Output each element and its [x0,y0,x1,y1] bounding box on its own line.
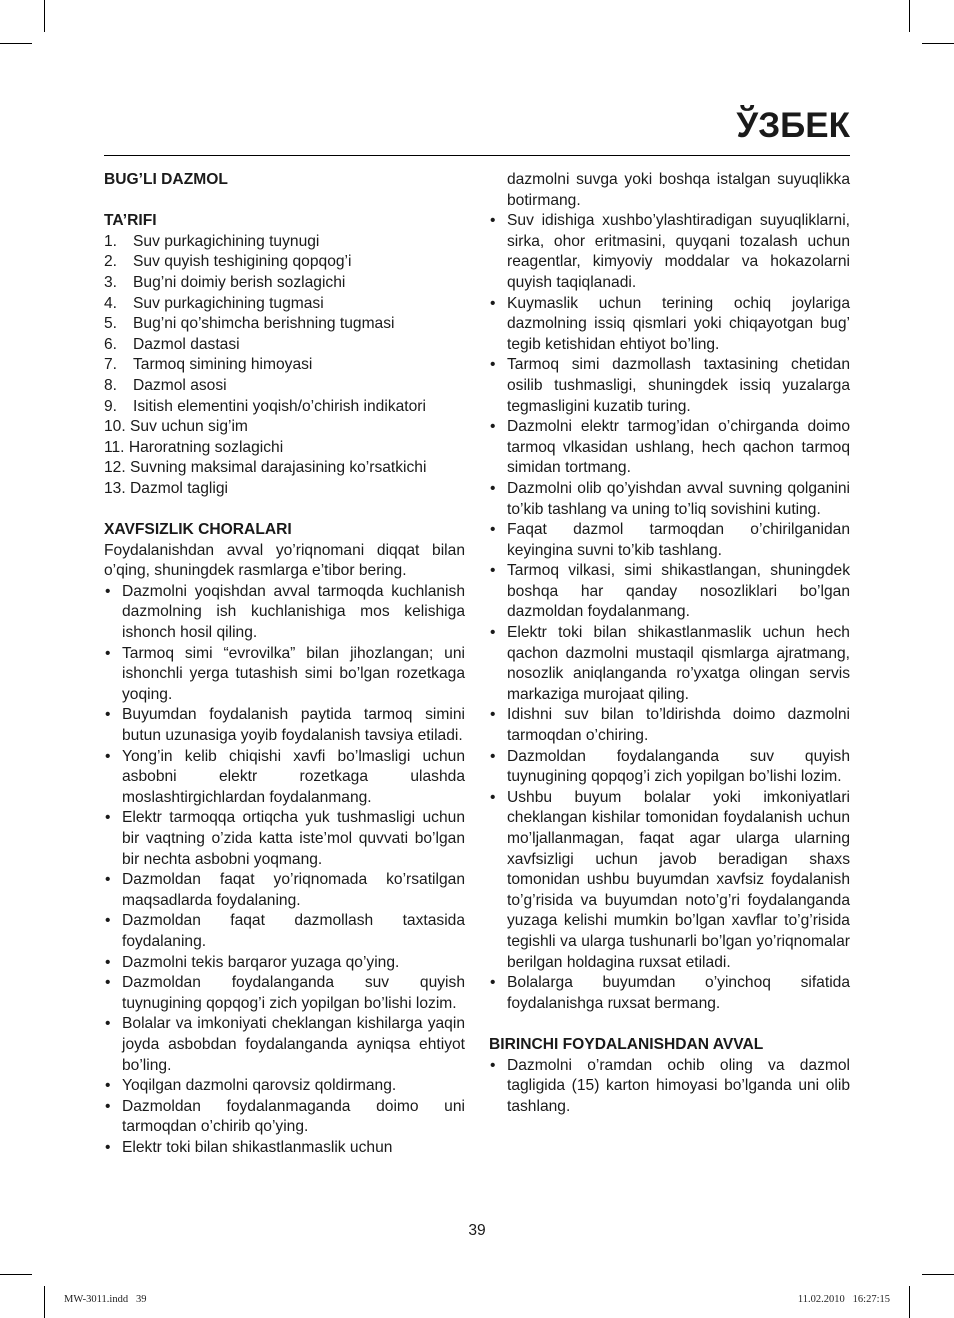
crop-mark [909,0,910,32]
part-item [104,438,465,459]
list-item: • Yong’in kelib chiqishi xavfi bo’lmasligi uchun asbobni elektr rozetkaga ulashda moslashtirgichlardan foydalanmang. [104,747,465,809]
part-item [104,335,465,356]
document-title: BUG’LI DAZMOL [104,171,228,188]
description-heading: TA’RIFI [104,212,157,230]
crop-mark [909,1286,910,1318]
part-item [104,294,465,315]
list-item: • Tarmoq simi “evrovilka” bilan jihozlangan; uni ishonchli yerga tutashish simi bo’lgan rozetkaga yoqing. [104,644,465,706]
footer-timestamp: 11.02.2010 16:27:15 [797,1294,890,1305]
list-item: • Elektr tarmoqqa ortiqcha yuk tushmasligi uchun bir vaqtning o’zida katta iste’mol quvvati bo’lgan bir nechta asbobni yoqmang. [104,808,465,870]
list-item: • Buyumdan foydalanish paytida tarmoq simini butun uzunasiga yoyib foydalanish tavsiya etiladi. [104,705,465,746]
part-number: 1. [104,232,118,250]
list-item: • Kuymaslik uchun terining ochiq joylariga dazmolning issiq qismlari yoki chiqayotgan bug’ tegib ketishidan ehtiyot bo’ling. [489,294,850,356]
part-label: Suv purkagichining tuynugi [133,232,320,250]
title-divider [104,155,850,156]
list-item: • Dazmolni o’ramdan ochib oling va dazmol tagligida (15) karton himoyasi bo’lganda uni olib tashlang. [489,1056,850,1118]
part-item [104,376,465,397]
part-number: 13. [104,479,126,497]
list-item: • Dazmoldan foydalanganda suv quyish tuynugining qopqog’i zich yopilgan bo’lishi lozim. [104,973,465,1014]
crop-mark [44,0,45,32]
part-label: Dazmol tagligi [130,479,228,497]
part-label: Bug’ni doimiy berish sozlagichi [133,273,346,291]
list-item: • Bolalar va imkoniyati cheklangan kishilarga yaqin joyda asbobdan foydalanganda ayniqsa ehtiyot bo’ling. [104,1014,465,1076]
part-label: Isitish elementini yoqish/o’chirish indikatori [133,397,426,415]
crop-mark [922,43,954,44]
list-item: • Ushbu buyum bolalar yoki imkoniyatlari cheklangan kishilar tomonidan foydalanish uchun mo’ljallanmagan, faqat agar ularga ularning xavfsizligi uchun javob beradigan shaxs tomonidan ushbu buyumdan xavfsiz foydalanish to’g’risida va buyumdan noto’g’ri foydalanganda yuzaga kelishi mumkin bo’lgan xavflar to’g’risida tegishli va ularga tushunarli bo’lgan yo’riqnomalar berilgan holdagina ruxsat etiladi. [489,788,850,973]
part-number: 7. [104,356,118,374]
crop-mark [0,43,32,44]
part-number: 3. [104,273,118,291]
part-item [104,458,465,479]
safety-heading: XAVFSIZLIK CHORALARI [104,521,292,539]
list-item: • Tarmoq simi dazmollash taxtasining chetidan osilib tushmasligi, shuningdek issiq yuzalarga tegmasligini kuzatib turing. [489,355,850,417]
list-item: • Idishni suv bilan to’ldirishda doimo dazmolni tarmoqdan o’chiring. [489,705,850,746]
list-item: • Dazmolni olib qo’yishdan avval suvning qolganini to’kib tashlang va uning to’liq sovishini kuting. [489,479,850,520]
part-item [104,397,465,418]
part-number: 5. [104,315,118,333]
first-use-heading: BIRINCHI FOYDALANISHDAN AVVAL [489,1035,764,1053]
list-item: • Bolalarga buyumdan o’yinchoq sifatida foydalanishga ruxsat bermang. [489,973,850,1014]
list-item: • Yoqilgan dazmolni qarovsiz qoldirmang. [104,1076,465,1097]
part-number: 11. [104,438,125,456]
list-item: • Dazmoldan foydalanganda suv quyish tuynugining qopqog’i zich yopilgan bo’lishi lozim. [489,747,850,788]
list-item: • Dazmoldan foydalanmaganda doimo uni tarmoqdan o’chirib qo’ying. [104,1097,465,1138]
part-number: 8. [104,376,118,394]
part-number: 10. [104,418,126,436]
part-number: 6. [104,335,118,353]
part-label: Suv uchun sig’im [130,418,248,436]
part-label: Dazmol dastasi [133,335,240,353]
continuation-text: dazmolni suvga yoki boshqa istalgan suyuqlikka botirmang. [507,171,850,209]
list-item: • Dazmoldan faqat dazmollash taxtasida foydalaning. [104,911,465,952]
page-number: 39 [468,1222,486,1239]
part-label: Tarmoq simining himoyasi [133,356,313,374]
part-number: 2. [104,253,118,271]
list-item: • Dazmolni tekis barqaror yuzaga qo’ying. [104,953,465,974]
parts-list [104,232,465,500]
right-column [489,170,850,1117]
list-item: • Elektr toki bilan shikastlanmaslik uchun hech qachon dazmolni mustaqil qismlarga ajratmang, nosozlik aniqlanganda ro’yxatga olingan servis markaziga murojaat qiling. [489,623,850,705]
part-label: Suv purkagichining tugmasi [133,294,324,312]
list-item: • Suv idishiga xushbo’ylashtiradigan suyuqliklarni, sirka, ohor eritmasini, quyqani tozalash uchun reagentlar, kimyoviy moddalar va hokazolarni quyish taqiqlanadi. [489,211,850,293]
part-label: Suvning maksimal darajasining ko’rsatkichi [130,459,427,477]
crop-mark [0,1274,32,1275]
safety-intro: Foydalanishdan avval yo’riqnomani diqqat bilan o’qing, shuningdek rasmlarga e’tibor bering. [104,541,465,580]
safety-list-continued [489,211,850,1014]
list-item: • Tarmoq vilkasi, simi shikastlangan, shuningdek boshqa har qanday nosozliklari bo’lgan dazmoldan foydalanmang. [489,561,850,623]
left-column [104,170,465,1159]
first-use-list [489,1056,850,1118]
part-item [104,479,465,500]
list-item: • Dazmolni elektr tarmog’idan o’chirganda doimo tarmoq vlkasidan ushlang, hech qachon tarmoq simidan tortmang. [489,417,850,479]
part-label: Suv quyish teshigining qopqog’i [133,253,352,271]
list-item: • Elektr toki bilan shikastlanmaslik uchun [104,1138,465,1159]
part-item [104,273,465,294]
part-number: 9. [104,397,118,415]
part-label: Haroratning sozlagichi [128,438,284,456]
language-title: ЎЗБЕК [736,106,850,145]
list-item: • Faqat dazmol tarmoqdan o’chirilganidan keyingina suvni to’kib tashlang. [489,520,850,561]
part-number: 4. [104,294,118,312]
part-item [104,417,465,438]
part-number: 12. [104,459,126,477]
part-item [104,252,465,273]
part-item [104,314,465,335]
crop-mark [922,1274,954,1275]
part-item [104,232,465,253]
crop-mark [44,1286,45,1318]
list-item: • Dazmolni yoqishdan avval tarmoqda kuchlanish dazmolning ish kuchlanishiga mos kelishiga ishonch hosil qiling. [104,582,465,644]
part-label: Dazmol asosi [133,376,227,394]
safety-list [104,582,465,1159]
part-label: Bug’ni qo’shimcha berishning tugmasi [133,315,395,333]
part-item [104,355,465,376]
footer-filename: MW-3011.indd 39 [64,1294,147,1305]
list-item: • Dazmoldan faqat yo’riqnomada ko’rsatilgan maqsadlarda foydalaning. [104,870,465,911]
